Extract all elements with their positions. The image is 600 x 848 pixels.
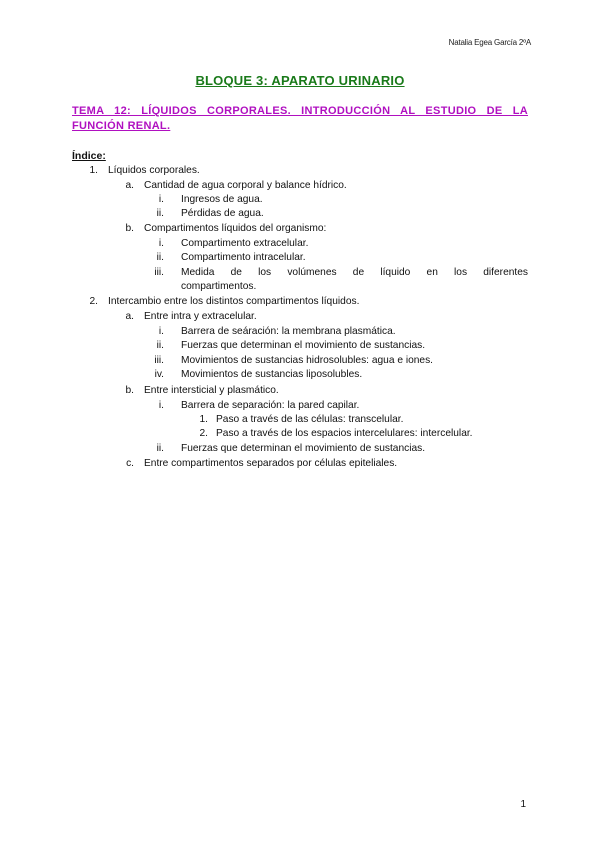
list-marker: iii.: [154, 355, 164, 366]
index-item: Movimientos de sustancias liposolubles.: [181, 369, 363, 380]
index-item: Barrera de separación: la pared capilar.: [181, 400, 360, 411]
index-item: Líquidos corporales.: [108, 165, 200, 176]
list-marker: b.: [125, 385, 134, 396]
list-marker: 2.: [89, 296, 98, 307]
list-marker: iii.: [154, 267, 164, 278]
list-marker: i.: [158, 400, 164, 411]
index-item: Compartimento intracelular.: [181, 252, 306, 263]
list-marker: a.: [125, 180, 134, 191]
index-item: Compartimento extracelular.: [181, 238, 309, 249]
index-item: Entre intra y extracelular.: [144, 311, 257, 322]
index-item: Entre intersticial y plasmático.: [144, 385, 279, 396]
index-item: Medida de los volúmenes de líquido en los diferentes: [181, 267, 528, 278]
index-item: Intercambio entre los distintos compartimentos líquidos.: [108, 296, 360, 307]
index-item: Movimientos de sustancias hidrosolubles: agua e iones.: [181, 355, 434, 366]
list-marker: a.: [125, 311, 134, 322]
list-marker: i.: [158, 194, 164, 205]
list-marker: c.: [126, 458, 134, 469]
index-item: Pérdidas de agua.: [181, 208, 264, 219]
list-marker: 1.: [89, 165, 98, 176]
list-marker: iv.: [154, 369, 164, 380]
header-author: Natalia Egea García 2ºA: [448, 38, 531, 47]
list-marker: 1.: [199, 414, 208, 425]
page-number: 1: [520, 799, 526, 810]
block-title: BLOQUE 3: APARATO URINARIO: [195, 73, 405, 88]
list-marker: i.: [158, 326, 164, 337]
index-item: Ingresos de agua.: [181, 194, 263, 205]
list-marker: ii.: [156, 443, 164, 454]
index-item: Compartimentos líquidos del organismo:: [144, 223, 327, 234]
index-item-continuation: compartimentos.: [181, 281, 257, 292]
index-item: Entre compartimentos separados por células epiteliales.: [144, 458, 398, 469]
index-item: Paso a través de los espacios intercelulares: intercelular.: [216, 428, 473, 439]
index-heading: Índice:: [72, 150, 106, 162]
list-marker: ii.: [156, 340, 164, 351]
topic-title: TEMA 12: LÍQUIDOS CORPORALES. INTRODUCCIÓN AL ESTUDIO DE LA FUNCIÓN RENAL.: [72, 105, 528, 132]
list-marker: b.: [125, 223, 134, 234]
list-marker: ii.: [156, 208, 164, 219]
index-item: Fuerzas que determinan el movimiento de sustancias.: [181, 340, 426, 351]
list-marker: i.: [158, 238, 164, 249]
index-item: Barrera de seáración: la membrana plasmática.: [181, 326, 396, 337]
index-item: Paso a través de las células: transcelular.: [216, 414, 404, 425]
list-marker: 2.: [199, 428, 208, 439]
list-marker: ii.: [156, 252, 164, 263]
index-item: Fuerzas que determinan el movimiento de sustancias.: [181, 443, 426, 454]
index-item: Cantidad de agua corporal y balance hídrico.: [144, 180, 347, 191]
